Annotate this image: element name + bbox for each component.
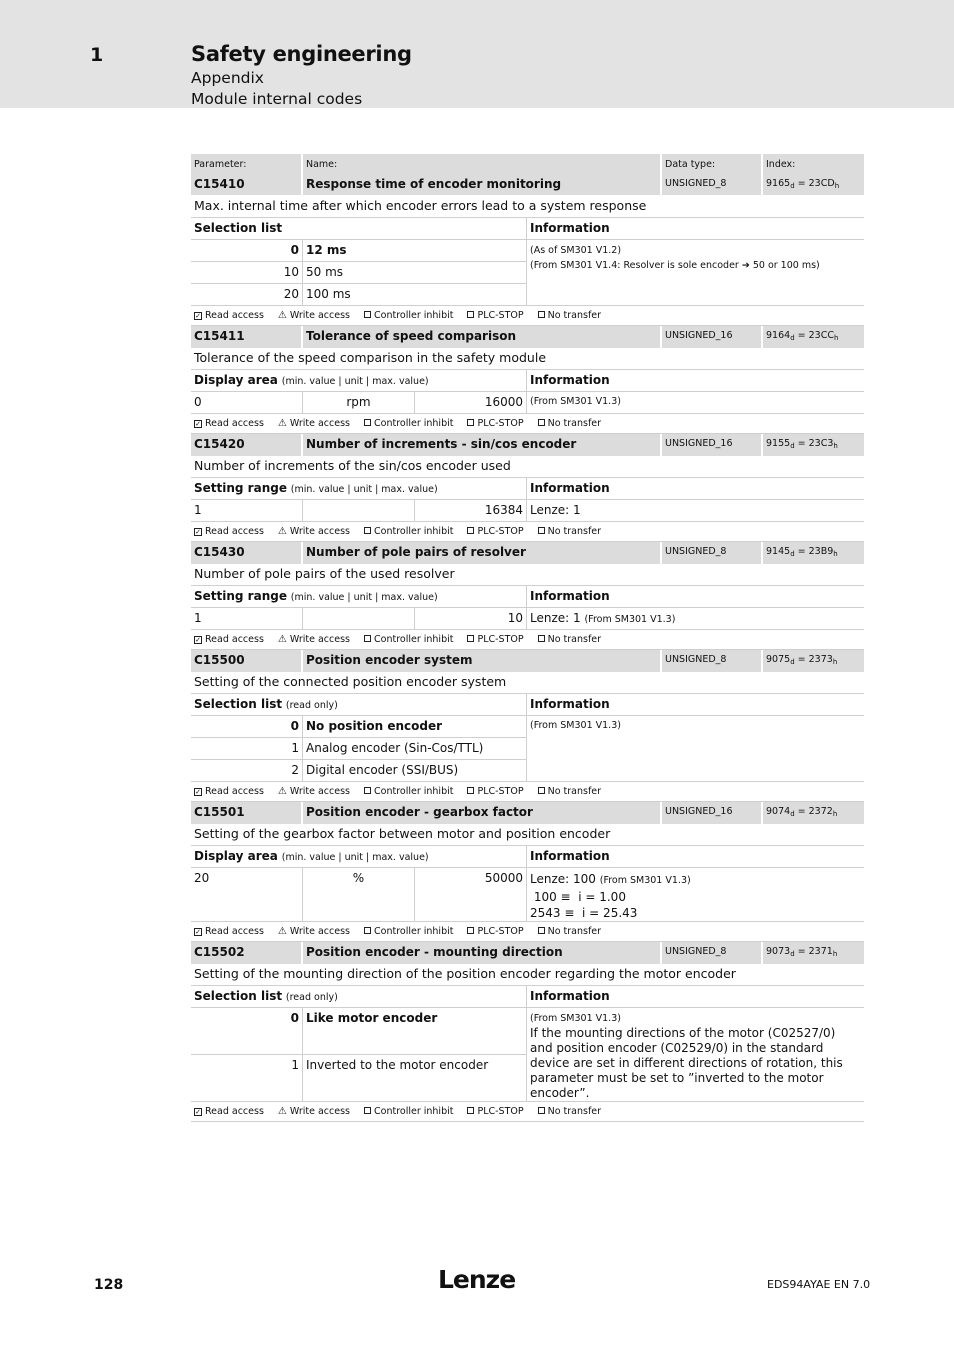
checkbox-icon xyxy=(364,527,371,534)
param-data-type: UNSIGNED_8 xyxy=(662,942,763,964)
param-description: Max. internal time after which encoder errors lead to a system response xyxy=(191,196,864,218)
param-index: $9074_d = 2372_h$ xyxy=(763,802,864,824)
parameter-label: Parameter: xyxy=(191,154,303,174)
param-data-type: UNSIGNED_8 xyxy=(662,542,763,564)
param-name: Response time of encoder monitoring xyxy=(303,174,662,196)
information-heading: Information xyxy=(527,846,864,868)
param-name: Tolerance of speed comparison xyxy=(303,326,662,348)
access-row: ✓ Read access ⚠ Write access Controller inhibit PLC-STOP No transfer xyxy=(191,1102,864,1122)
parameter-tables xyxy=(191,154,864,1122)
checked-box-icon: ✓ xyxy=(195,788,201,796)
param-name: Position encoder system xyxy=(303,650,662,672)
access-row: ✓ Read access ⚠ Write access Controller inhibit PLC-STOP No transfer xyxy=(191,414,864,434)
param-header-c15502 xyxy=(191,942,864,964)
max-value: 16000 xyxy=(415,392,527,414)
option-label: Analog encoder (Sin-Cos/TTL) xyxy=(303,738,527,760)
param-data-type: UNSIGNED_8 xyxy=(662,650,763,672)
warning-icon: ⚠ xyxy=(277,634,287,645)
option-label: Like motor encoder xyxy=(303,1008,527,1055)
setting-range-heading: Setting range (min. value | unit | max. value) xyxy=(191,478,527,500)
information-heading: Information xyxy=(527,986,864,1008)
checkbox-icon xyxy=(364,311,371,318)
warning-icon: ⚠ xyxy=(277,310,287,321)
checkbox-icon xyxy=(467,927,474,934)
display-area-heading: Display area (min. value | unit | max. value) xyxy=(191,370,527,392)
param-name: Position encoder - mounting direction xyxy=(303,942,662,964)
checkbox-icon xyxy=(364,927,371,934)
option-label: No position encoder xyxy=(303,716,527,738)
access-row: ✓ Read access ⚠ Write access Controller inhibit PLC-STOP No transfer xyxy=(191,306,864,326)
warning-icon: ⚠ xyxy=(277,418,287,429)
checkbox-icon xyxy=(467,311,474,318)
data-type-label: Data type: xyxy=(662,154,763,174)
param-index: $9165_d = 23CD_h$ xyxy=(763,174,864,196)
option-value: 0 xyxy=(191,1008,303,1055)
param-information: Lenze: 1 (From SM301 V1.3) xyxy=(527,608,864,630)
checkbox-icon xyxy=(538,419,545,426)
param-code: C15502 xyxy=(191,942,303,964)
param-information: (From SM301 V1.3) If the mounting directions of the motor (C02527/0) and position encoder (C02529/0) in the standard device are set in different directions of rotation, this parameter must be set to ”inverted to the motor encoder”. xyxy=(527,1008,864,1102)
param-index: $9073_d = 2371_h$ xyxy=(763,942,864,964)
lenze-logo: Lenze xyxy=(438,1265,516,1294)
selection-list-heading: Selection list xyxy=(191,218,527,240)
page-header xyxy=(0,0,954,108)
unit xyxy=(303,500,415,522)
unit xyxy=(303,608,415,630)
param-code: C15411 xyxy=(191,326,303,348)
param-index: $9164_d = 23CC_h$ xyxy=(763,326,864,348)
param-header-c15411 xyxy=(191,326,864,348)
option-label: 100 ms xyxy=(303,284,527,306)
param-data-type: UNSIGNED_16 xyxy=(662,326,763,348)
param-data-type: UNSIGNED_16 xyxy=(662,802,763,824)
min-value: 0 xyxy=(191,392,303,414)
param-data-type: UNSIGNED_8 xyxy=(662,174,763,196)
checkbox-icon xyxy=(538,787,545,794)
information-heading: Information xyxy=(527,586,864,608)
option-value: 2 xyxy=(191,760,303,782)
param-information: Lenze: 1 xyxy=(527,500,864,522)
checkbox-icon xyxy=(364,419,371,426)
page-footer xyxy=(0,1264,954,1304)
param-index: $9075_d = 2373_h$ xyxy=(763,650,864,672)
access-row: ✓ Read access ⚠ Write access Controller inhibit PLC-STOP No transfer xyxy=(191,522,864,542)
param-header-c15501 xyxy=(191,802,864,824)
checkbox-icon xyxy=(538,527,545,534)
option-value: 1 xyxy=(191,1055,303,1102)
section-title: Appendix xyxy=(191,69,264,87)
index-label: Index: xyxy=(763,154,864,174)
param-code: C15501 xyxy=(191,802,303,824)
param-description: Number of pole pairs of the used resolver xyxy=(191,564,864,586)
document-id: EDS94AYAE EN 7.0 xyxy=(767,1278,871,1291)
checked-box-icon: ✓ xyxy=(195,636,201,644)
access-row: ✓ Read access ⚠ Write access Controller inhibit PLC-STOP No transfer xyxy=(191,782,864,802)
param-description: Tolerance of the speed comparison in the safety module xyxy=(191,348,864,370)
param-name: Position encoder - gearbox factor xyxy=(303,802,662,824)
option-value: 1 xyxy=(191,738,303,760)
checkbox-icon xyxy=(538,1107,545,1114)
param-code: C15500 xyxy=(191,650,303,672)
checkbox-icon xyxy=(467,787,474,794)
checkbox-icon xyxy=(538,311,545,318)
checkbox-icon xyxy=(538,635,545,642)
max-value: 10 xyxy=(415,608,527,630)
access-row: ✓ Read access ⚠ Write access Controller inhibit PLC-STOP No transfer xyxy=(191,922,864,942)
param-header-c15420 xyxy=(191,434,864,456)
name-label: Name: xyxy=(303,154,662,174)
checked-box-icon: ✓ xyxy=(195,928,201,936)
param-header-c15500 xyxy=(191,650,864,672)
setting-range-heading: Setting range (min. value | unit | max. value) xyxy=(191,586,527,608)
warning-icon: ⚠ xyxy=(277,786,287,797)
option-label: Digital encoder (SSI/BUS) xyxy=(303,760,527,782)
option-value: 20 xyxy=(191,284,303,306)
param-description: Setting of the connected position encoder system xyxy=(191,672,864,694)
option-value: 0 xyxy=(191,716,303,738)
page-number: 128 xyxy=(94,1277,124,1293)
option-label: Inverted to the motor encoder xyxy=(303,1055,527,1102)
option-label: 12 ms xyxy=(303,240,527,262)
param-information: Lenze: 100 (From SM301 V1.3) 100 ≡ i = 1.00 2543 ≡ i = 25.43 xyxy=(527,868,864,922)
selection-list-heading: Selection list (read only) xyxy=(191,694,527,716)
checkbox-icon xyxy=(364,1107,371,1114)
min-value: 20 xyxy=(191,868,303,922)
checkbox-icon xyxy=(364,635,371,642)
selection-list-heading: Selection list (read only) xyxy=(191,986,527,1008)
param-data-type: UNSIGNED_16 xyxy=(662,434,763,456)
information-heading: Information xyxy=(527,694,864,716)
param-information: (From SM301 V1.3) xyxy=(527,392,864,414)
checkbox-icon xyxy=(467,635,474,642)
unit: rpm xyxy=(303,392,415,414)
checkbox-icon xyxy=(364,787,371,794)
max-value: 16384 xyxy=(415,500,527,522)
checkbox-icon xyxy=(538,927,545,934)
chapter-title: Safety engineering xyxy=(191,42,412,66)
display-area-heading: Display area (min. value | unit | max. value) xyxy=(191,846,527,868)
param-header-labels xyxy=(191,154,864,174)
checkbox-icon xyxy=(467,419,474,426)
param-information: (From SM301 V1.3) xyxy=(527,716,864,782)
option-value: 10 xyxy=(191,262,303,284)
param-index: $9155_d = 23C3_h$ xyxy=(763,434,864,456)
checkbox-icon xyxy=(467,1107,474,1114)
checked-box-icon: ✓ xyxy=(195,420,201,428)
access-row: ✓ Read access ⚠ Write access Controller inhibit PLC-STOP No transfer xyxy=(191,630,864,650)
param-information: (As of SM301 V1.2) (From SM301 V1.4: Resolver is sole encoder ➔ 50 or 100 ms) xyxy=(527,240,864,306)
param-index: $9145_d = 23B9_h$ xyxy=(763,542,864,564)
warning-icon: ⚠ xyxy=(277,1106,287,1117)
param-description: Setting of the gearbox factor between motor and position encoder xyxy=(191,824,864,846)
param-header-c15430 xyxy=(191,542,864,564)
param-name: Number of increments - sin/cos encoder xyxy=(303,434,662,456)
warning-icon: ⚠ xyxy=(277,926,287,937)
information-heading: Information xyxy=(527,370,864,392)
param-name: Number of pole pairs of resolver xyxy=(303,542,662,564)
param-code: C15410 xyxy=(191,174,303,196)
warning-icon: ⚠ xyxy=(277,526,287,537)
checked-box-icon: ✓ xyxy=(195,528,201,536)
checkbox-icon xyxy=(467,527,474,534)
param-description: Number of increments of the sin/cos encoder used xyxy=(191,456,864,478)
min-value: 1 xyxy=(191,500,303,522)
param-description: Setting of the mounting direction of the position encoder regarding the motor encoder xyxy=(191,964,864,986)
param-code: C15420 xyxy=(191,434,303,456)
subsection-title: Module internal codes xyxy=(191,90,363,108)
param-code: C15430 xyxy=(191,542,303,564)
min-value: 1 xyxy=(191,608,303,630)
chapter-number: 1 xyxy=(90,44,104,66)
option-value: 0 xyxy=(191,240,303,262)
information-heading: Information xyxy=(527,478,864,500)
checked-box-icon: ✓ xyxy=(195,1108,201,1116)
param-header-c15410 xyxy=(191,174,864,196)
unit: % xyxy=(303,868,415,922)
option-label: 50 ms xyxy=(303,262,527,284)
max-value: 50000 xyxy=(415,868,527,922)
information-heading: Information xyxy=(527,218,864,240)
parameter-table xyxy=(191,154,864,1122)
checked-box-icon: ✓ xyxy=(195,312,201,320)
